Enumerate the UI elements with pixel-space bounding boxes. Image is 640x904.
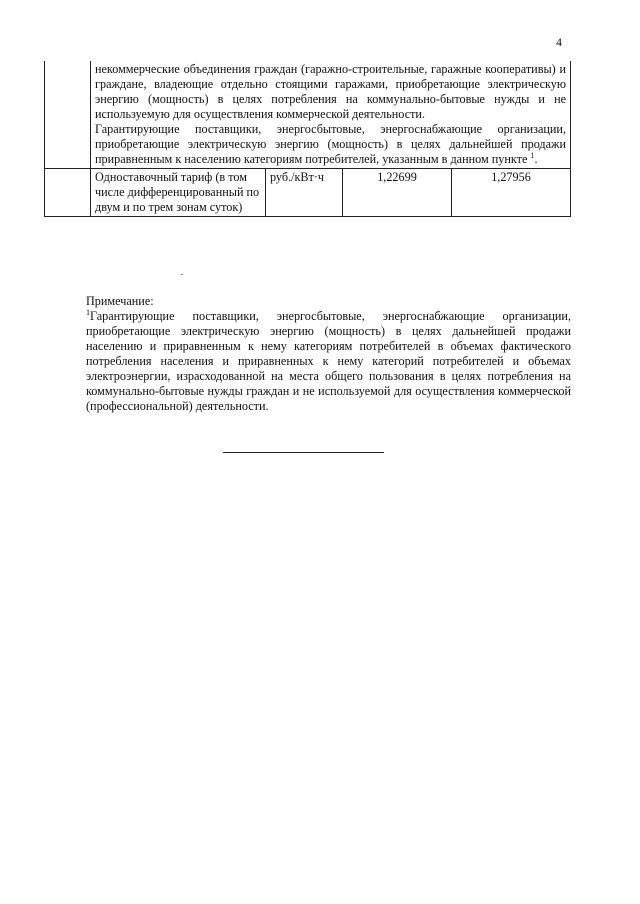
page-number: 4 (556, 35, 562, 49)
note-body (86, 309, 571, 414)
description-part2 (95, 122, 566, 167)
description-part2-text: Гарантирующие поставщики, энергосбытовые, энергоснабжающие организации, приобретающие электрическую энергию (мощность) в целях дальнейшей продажи приравненным к населению категориям потребителей, указанным в данном пункте (95, 122, 566, 166)
description-part2-end: . (534, 152, 538, 166)
footnote-block (86, 294, 571, 414)
separator-line (223, 452, 384, 453)
tariff-value1-cell: 1,22699 (343, 169, 452, 217)
description-part1: некоммерческие объединения граждан (гаражно-строительные, гаражные кооперативы) и граждане, владеющие отдельно стоящими гаражами, приобретающие электрическую энергию (мощность) в целях потребления на коммунально-бытовые нужды и не используемую для осуществления коммерческой деятельности. (95, 62, 566, 121)
table-cell-number (45, 169, 91, 217)
table-cell-description (91, 61, 571, 169)
table-cell-number (45, 61, 91, 169)
tariff-unit-cell: руб./кВт·ч (266, 169, 343, 217)
note-text: Гарантирующие поставщики, энергосбытовые, энергоснабжающие организации, приобретающие электрическую энергию (мощность) в целях дальнейшей продажи населению и приравненным к нему категориям потребителей в объемах фактического потребления населения и приравненных к нему категорий потребителей и объемах электроэнергии, израсходованной на места общего пользования в целях потребления на коммунально-бытовые нужды граждан и не используемой для осуществления коммерческой (профессиональной) деятельности. (86, 309, 571, 413)
tariff-value2-cell: 1,27956 (452, 169, 571, 217)
table-row-tariff (45, 169, 571, 217)
tariff-name-cell: Одноставочный тариф (в том числе дифференцированный по двум и по трем зонам суток) (91, 169, 266, 217)
note-footnote-mark: 1 (86, 307, 90, 317)
scan-speck (181, 274, 183, 275)
description-footnote-mark: 1 (530, 150, 535, 160)
tariff-table (44, 61, 571, 217)
note-title: Примечание: (86, 294, 154, 308)
table-row-description (45, 61, 571, 169)
